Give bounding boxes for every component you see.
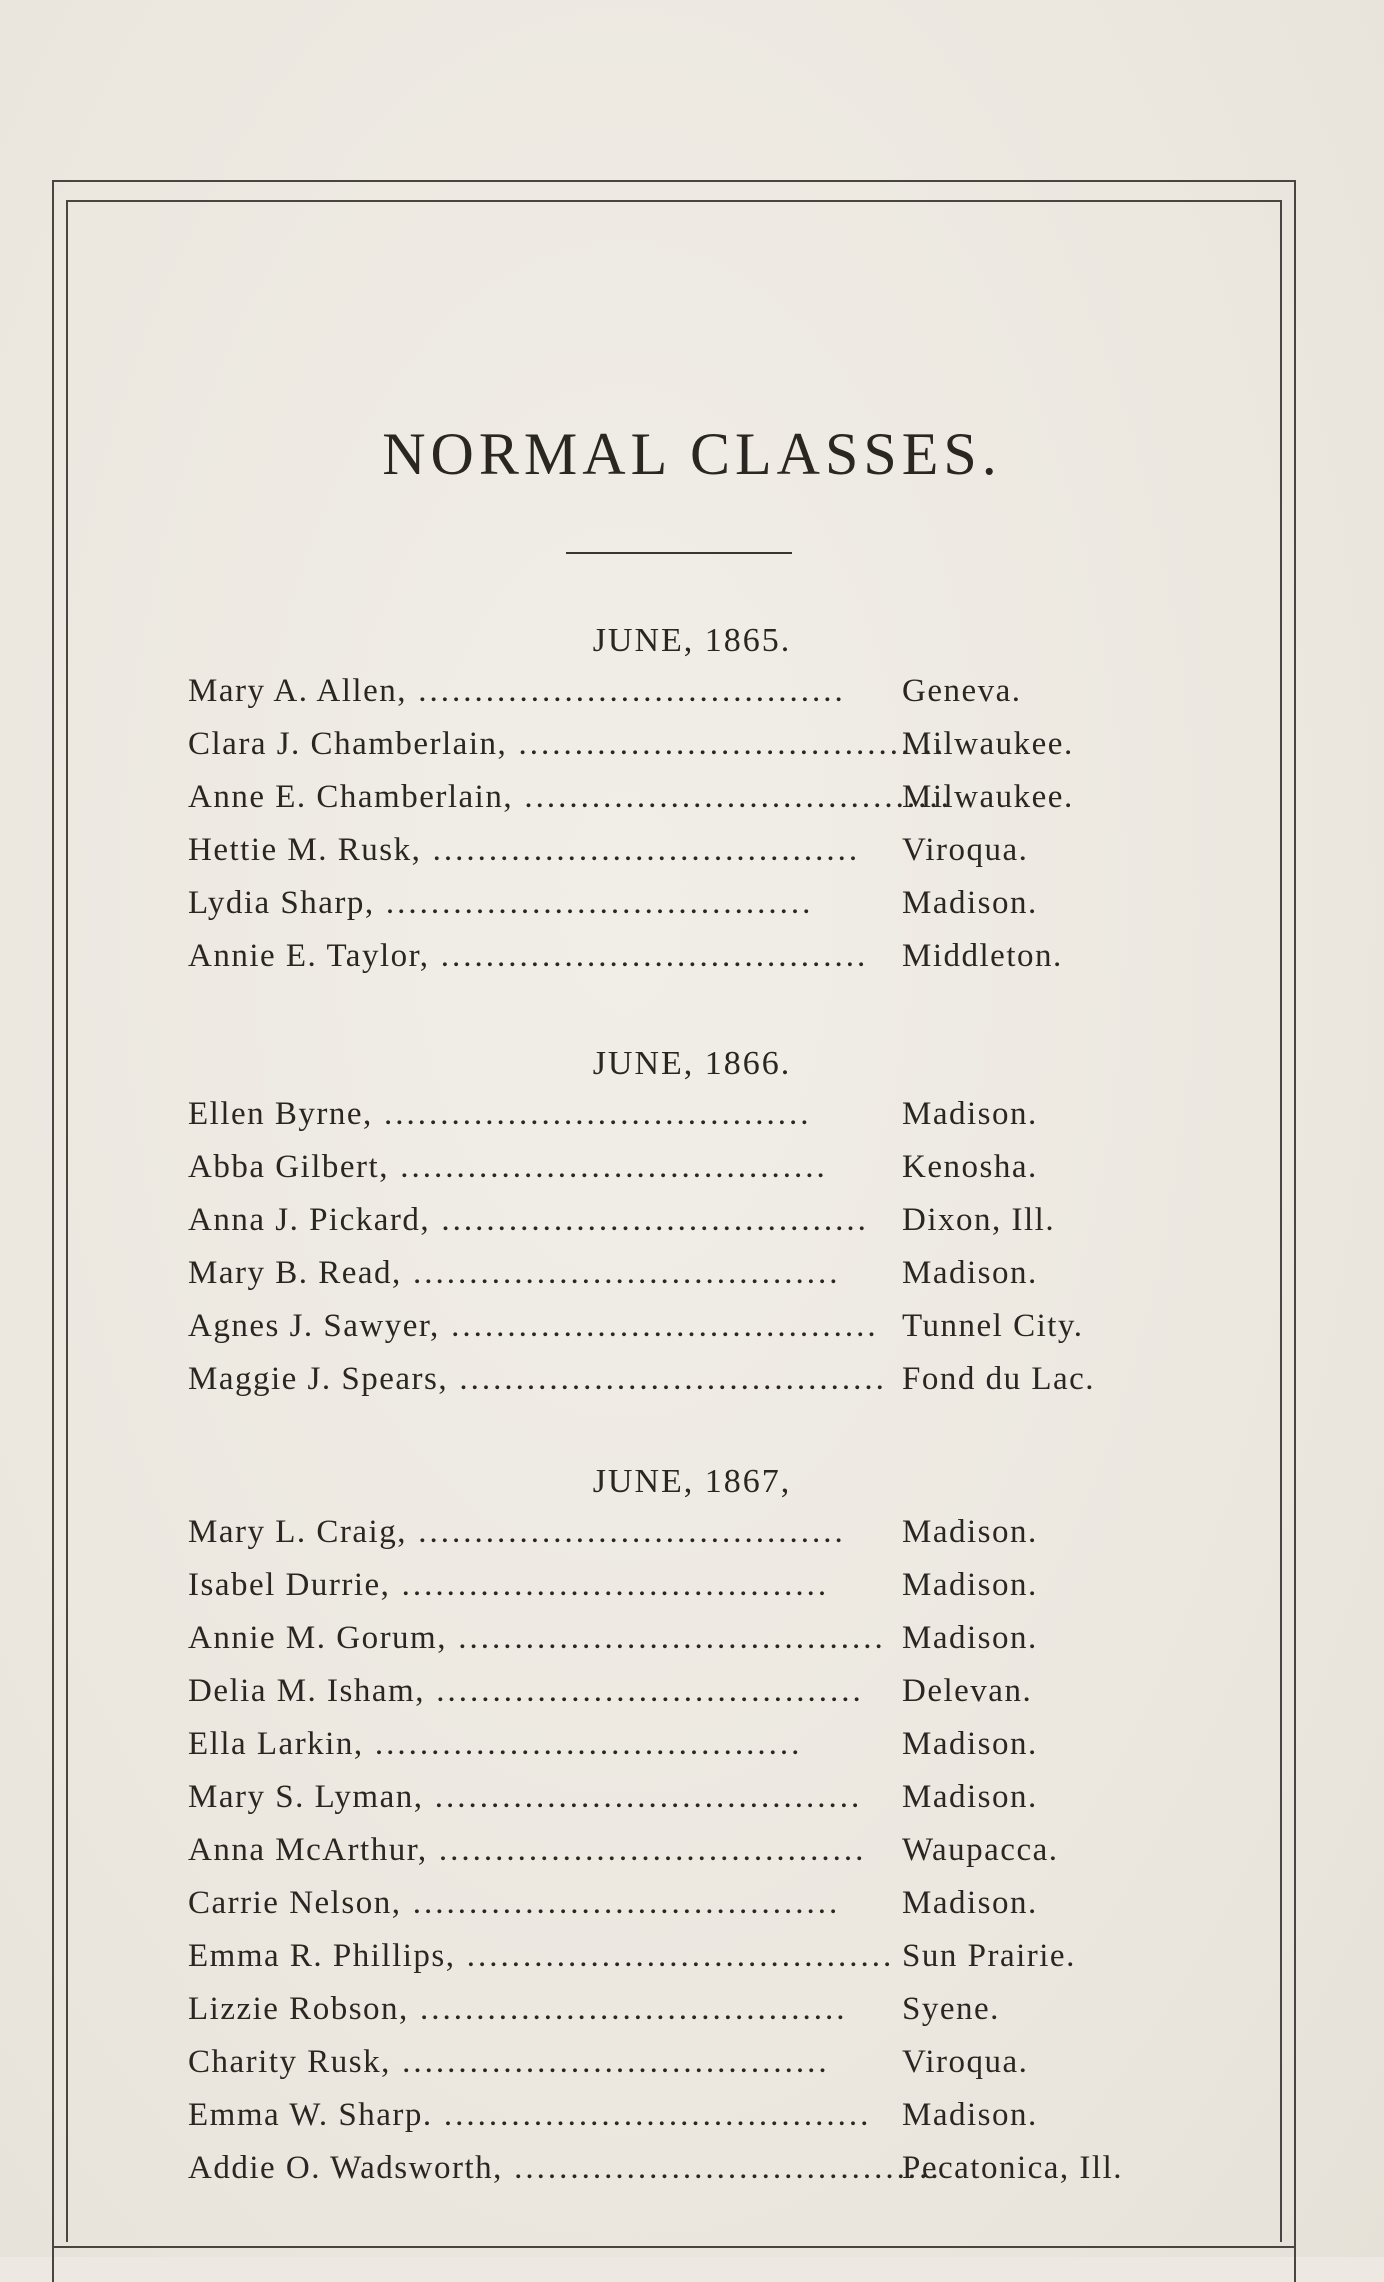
student-name: Agnes J. Sawyer, [188, 1308, 440, 1344]
section-june-1867 [0, 1455, 1384, 2197]
student-hometown: Madison. [902, 1567, 1038, 1603]
student-hometown: Madison. [902, 885, 1038, 921]
list-item: Addie O. Wadsworth, ...................................... Pecatonica, Ill. [188, 2150, 1124, 2186]
student-name: Lizzie Robson, [188, 1991, 409, 2027]
student-name: Hettie M. Rusk, [188, 832, 422, 868]
student-hometown: Pecatonica, Ill. [902, 2150, 1124, 2186]
student-name: Addie O. Wadsworth, [188, 2150, 503, 2186]
list-item: Charity Rusk, ...................................... Viroqua. [188, 2044, 1029, 2080]
list-item: Abba Gilbert, ...................................... Kenosha. [188, 1149, 1038, 1185]
student-name: Anne E. Chamberlain, [188, 779, 514, 815]
student-hometown: Syene. [902, 1991, 1000, 2027]
student-name: Emma R. Phillips, [188, 1938, 456, 1974]
list-item: Agnes J. Sawyer, ...................................... Tunnel City. [188, 1308, 1084, 1344]
student-hometown: Waupacca. [902, 1832, 1059, 1868]
student-name: Charity Rusk, [188, 2044, 391, 2080]
student-name: Isabel Durrie, [188, 1567, 391, 1603]
student-hometown: Middleton. [902, 938, 1063, 974]
student-name: Mary B. Read, [188, 1255, 402, 1291]
student-hometown: Madison. [902, 1096, 1038, 1132]
student-name: Ellen Byrne, [188, 1096, 373, 1132]
student-name: Mary A. Allen, [188, 673, 407, 709]
student-hometown: Milwaukee. [902, 726, 1074, 762]
student-hometown: Madison. [902, 1885, 1038, 1921]
section-june-1865 [0, 614, 1384, 985]
section-heading: JUNE, 1866. [592, 1045, 792, 1082]
list-item: Mary A. Allen, ...................................... Geneva. [188, 673, 1022, 709]
list-item: Ellen Byrne, ...................................... Madison. [188, 1096, 1038, 1132]
student-name: Mary L. Craig, [188, 1514, 407, 1550]
student-name: Abba Gilbert, [188, 1149, 389, 1185]
student-hometown: Madison. [902, 1620, 1038, 1656]
student-name: Carrie Nelson, [188, 1885, 402, 1921]
list-item: Annie M. Gorum, ...................................... Madison. [188, 1620, 1038, 1656]
student-name: Mary S. Lyman, [188, 1779, 424, 1815]
student-hometown: Dixon, Ill. [902, 1202, 1056, 1238]
list-item: Anna J. Pickard, ...................................... Dixon, Ill. [188, 1202, 1056, 1238]
list-item: Emma W. Sharp. ...................................... Madison. [188, 2097, 1038, 2133]
student-hometown: Viroqua. [902, 832, 1029, 868]
student-name: Annie E. Taylor, [188, 938, 430, 974]
student-name: Anna McArthur, [188, 1832, 428, 1868]
student-hometown: Delevan. [902, 1673, 1033, 1709]
student-name: Anna J. Pickard, [188, 1202, 431, 1238]
student-name: Ella Larkin, [188, 1726, 364, 1762]
student-hometown: Madison. [902, 1255, 1038, 1291]
student-name: Annie M. Gorum, [188, 1620, 447, 1656]
student-hometown: Viroqua. [902, 2044, 1029, 2080]
bottom-rule [52, 2246, 1296, 2248]
list-item: Emma R. Phillips, ...................................... Sun Prairie. [188, 1938, 1076, 1974]
list-item: Mary S. Lyman, ...................................... Madison. [188, 1779, 1038, 1815]
list-item: Maggie J. Spears, ...................................... Fond du Lac. [188, 1361, 1096, 1397]
student-name: Lydia Sharp, [188, 885, 375, 921]
list-item: Mary L. Craig, ...................................... Madison. [188, 1514, 1038, 1550]
student-hometown: Madison. [902, 1514, 1038, 1550]
list-item: Carrie Nelson, ...................................... Madison. [188, 1885, 1038, 1921]
section-heading: JUNE, 1867, [592, 1463, 792, 1500]
student-hometown: Madison. [902, 2097, 1038, 2133]
student-hometown: Fond du Lac. [902, 1361, 1096, 1397]
list-item: Annie E. Taylor, ...................................... Middleton. [188, 938, 1063, 974]
student-hometown: Geneva. [902, 673, 1022, 709]
list-item: Anna McArthur, ...................................... Waupacca. [188, 1832, 1059, 1868]
list-item: Mary B. Read, ...................................... Madison. [188, 1255, 1038, 1291]
student-name: Clara J. Chamberlain, [188, 726, 508, 762]
student-hometown: Kenosha. [902, 1149, 1038, 1185]
page-title: NORMAL CLASSES. [382, 421, 1002, 487]
student-name: Delia M. Isham, [188, 1673, 425, 1709]
list-item: Delia M. Isham, ...................................... Delevan. [188, 1673, 1033, 1709]
student-hometown: Milwaukee. [902, 779, 1074, 815]
student-name: Maggie J. Spears, [188, 1361, 449, 1397]
section-june-1866 [0, 1037, 1384, 1408]
student-hometown: Madison. [902, 1726, 1038, 1762]
list-item: Clara J. Chamberlain, ...................................... Milwaukee. [188, 726, 1074, 762]
title-divider [566, 552, 792, 554]
list-item: Hettie M. Rusk, ...................................... Viroqua. [188, 832, 1029, 868]
student-hometown: Madison. [902, 1779, 1038, 1815]
student-hometown: Sun Prairie. [902, 1938, 1076, 1974]
list-item: Ella Larkin, ...................................... Madison. [188, 1726, 1038, 1762]
list-item: Lydia Sharp, ...................................... Madison. [188, 885, 1038, 921]
student-hometown: Tunnel City. [902, 1308, 1084, 1344]
list-item: Lizzie Robson, ...................................... Syene. [188, 1991, 1000, 2027]
list-item: Anne E. Chamberlain, ...................................... Milwaukee. [188, 779, 1074, 815]
section-heading: JUNE, 1865. [592, 622, 792, 659]
list-item: Isabel Durrie, ...................................... Madison. [188, 1567, 1038, 1603]
student-name: Emma W. Sharp. [188, 2097, 433, 2133]
